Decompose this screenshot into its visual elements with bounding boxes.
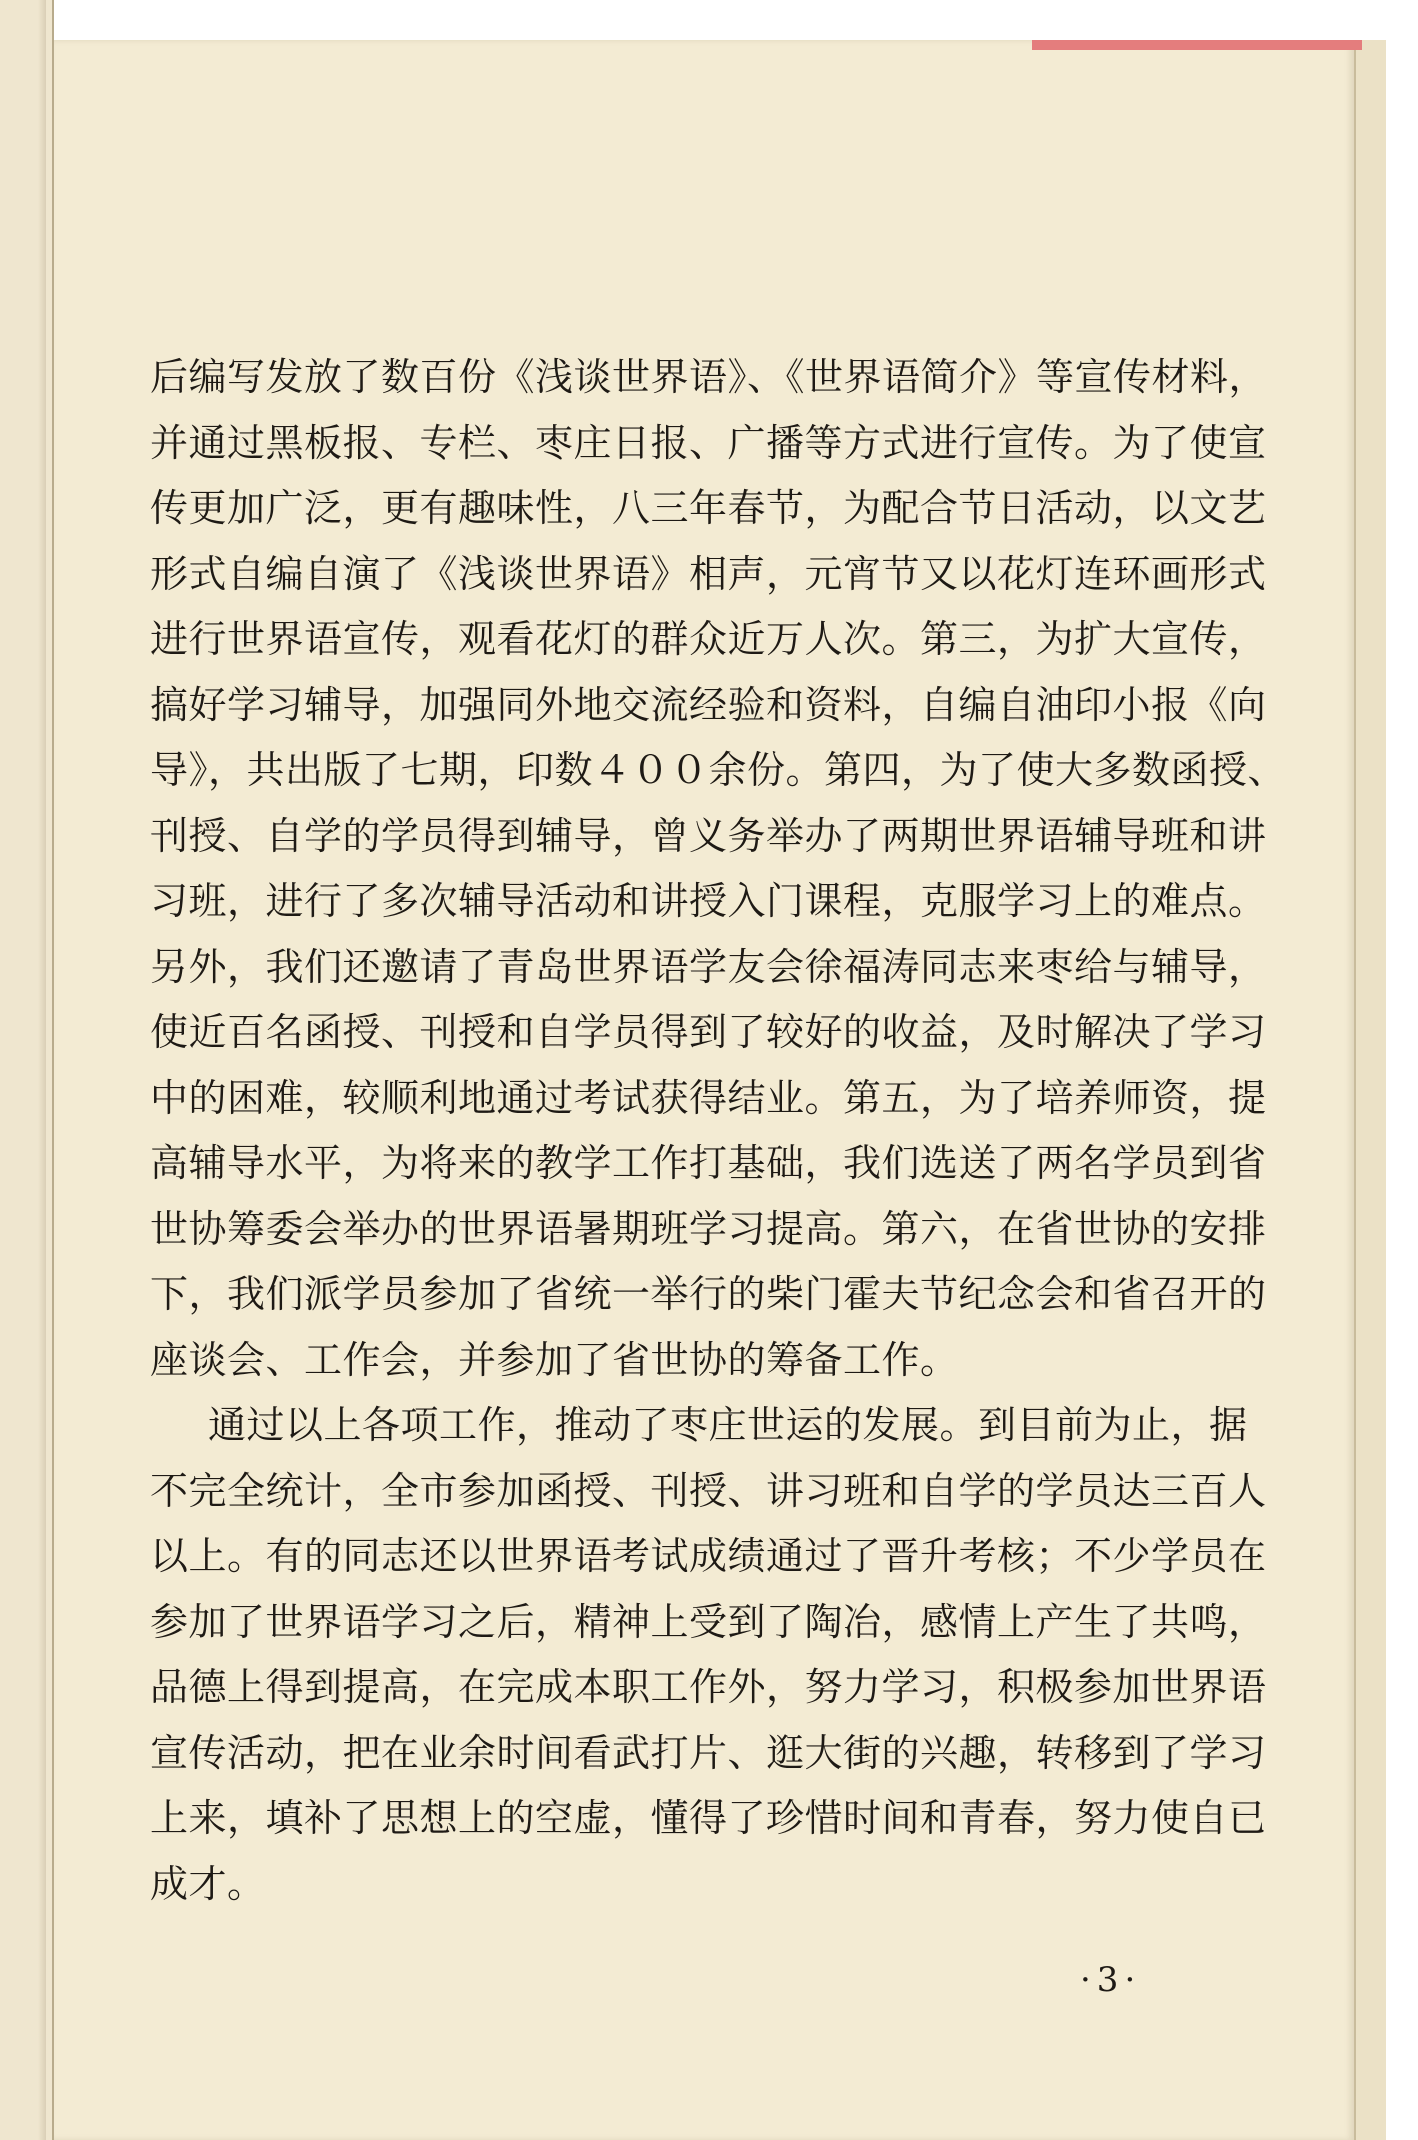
text-line: 成才。 [150, 1861, 266, 1906]
text-line: 参加了世界语学习之后，精神上受到了陶冶，感情上产生了共鸣， [150, 1599, 1267, 1644]
text-line: 习班，进行了多次辅导活动和讲授入门课程，克服学习上的难点。 [150, 879, 1267, 923]
text-line: 高辅导水平，为将来的教学工作打基础，我们选送了两名学员到省 [150, 1141, 1267, 1185]
text-line: 另外，我们还邀请了青岛世界语学友会徐福涛同志来枣给与辅导， [150, 944, 1267, 989]
text-line: 进行世界语宣传，观看花灯的群众近万人次。第三，为扩大宣传， [150, 617, 1267, 661]
text-line: 以上。有的同志还以世界语考试成绩通过了晋升考核；不少学员在 [150, 1534, 1267, 1578]
text-line: 世协筹委会举办的世界语暑期班学习提高。第六，在省世协的安排 [150, 1206, 1267, 1251]
text-line: 形式自编自演了《浅谈世界语》相声，元宵节又以花灯连环画形式 [150, 551, 1267, 596]
text-line: 品德上得到提高，在完成本职工作外，努力学习，积极参加世界语 [150, 1665, 1267, 1709]
red-tab-marker [1032, 40, 1362, 50]
text-line: 下，我们派学员参加了省统一举行的柴门霍夫节纪念会和省召开的 [150, 1272, 1267, 1316]
page-number: ·3· [1080, 1960, 1142, 2000]
text-line: 宣传活动，把在业余时间看武打片、逛大街的兴趣，转移到了学习 [150, 1730, 1267, 1775]
text-line: 后编写发放了数百份《浅谈世界语》、《世界语简介》等宣传材料， [150, 355, 1268, 399]
paragraph-start-line: 通过以上各项工作，推动了枣庄世运的发展。到目前为止，据 [208, 1403, 1248, 1447]
text-line: 不完全统计，全市参加函授、刊授、讲习班和自学的学员达三百人 [150, 1468, 1267, 1513]
text-line: 座谈会、工作会，并参加了省世协的筹备工作。 [150, 1337, 959, 1382]
text-line: 搞好学习辅导，加强同外地交流经验和资料，自编自油印小报《向 [150, 682, 1267, 727]
body-text [150, 345, 1287, 1917]
text-line: 中的困难，较顺利地通过考试获得结业。第五，为了培养师资，提 [150, 1075, 1267, 1120]
adjacent-page-edge [0, 0, 54, 2140]
text-line: 上来，填补了思想上的空虚，懂得了珍惜时间和青春，努力使自已 [150, 1796, 1267, 1840]
page-right-edge [1354, 40, 1386, 2140]
text-line: 使近百名函授、刊授和自学员得到了较好的收益，及时解决了学习 [150, 1010, 1267, 1054]
text-line: 导》，共出版了七期，印数４００余份。第四，为了使大多数函授、 [150, 748, 1287, 792]
text-line: 并通过黑板报、专栏、枣庄日报、广播等方式进行宣传。为了使宣 [150, 420, 1267, 465]
text-line: 传更加广泛，更有趣味性，八三年春节，为配合节日活动，以文艺 [150, 486, 1267, 530]
text-line: 刊授、自学的学员得到辅导，曾义务举办了两期世界语辅导班和讲 [150, 813, 1267, 858]
